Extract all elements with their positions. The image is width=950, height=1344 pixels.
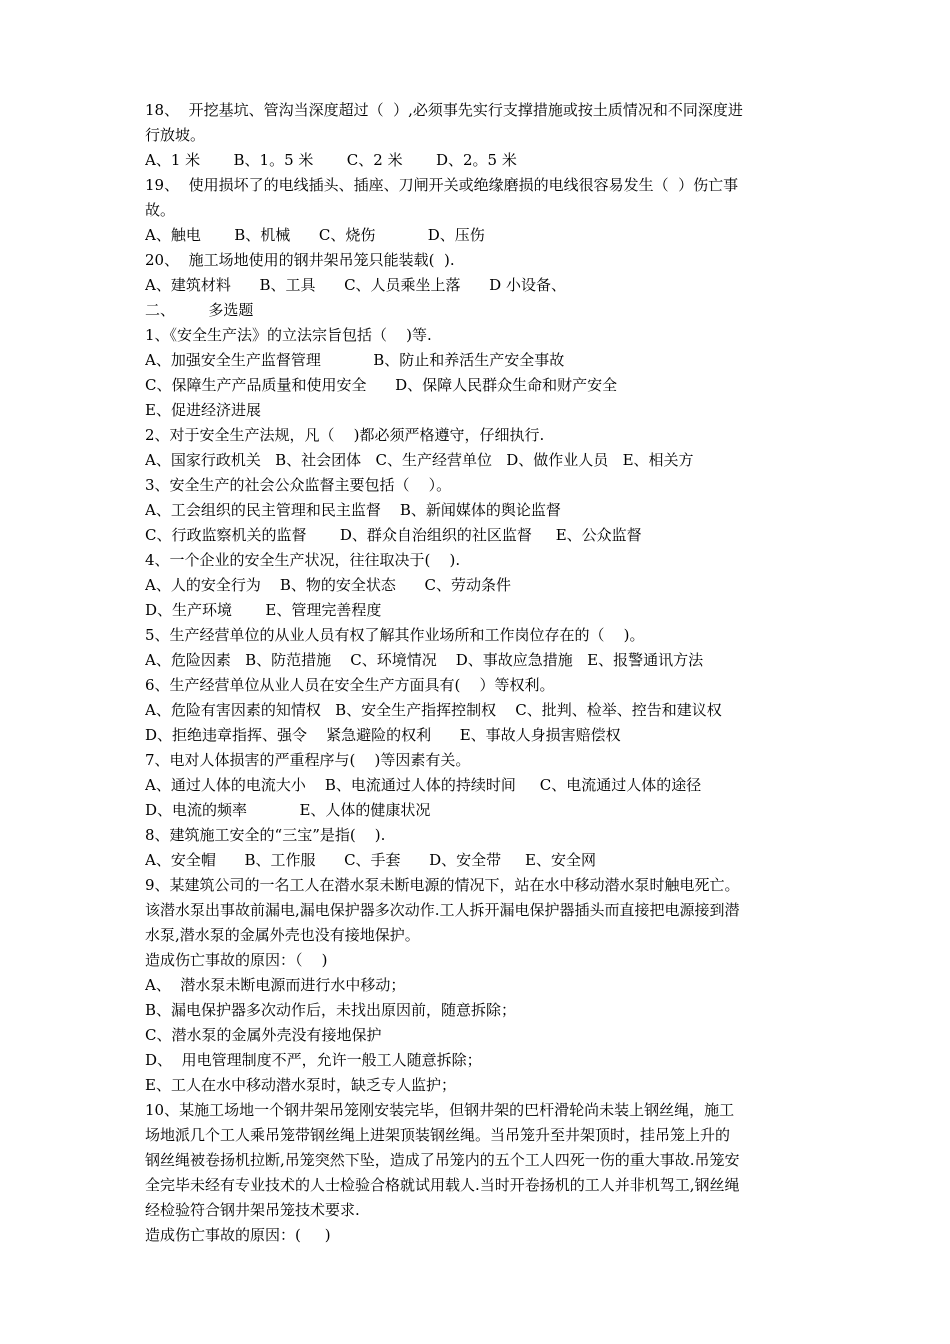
text-line: A、1 米 B、1。5 米 C、2 米 D、2。5 米: [145, 151, 517, 169]
text-line: A、建筑材料 B、工具 C、人员乘坐上落 D 小设备、: [145, 276, 566, 294]
text-line: A、触电 B、机械 C、烧伤 D、压伤: [145, 226, 485, 244]
text-line: 造成伤亡事故的原因：（ ): [145, 951, 328, 969]
text-line: 7、电对人体损害的严重程序与( )等因素有关。: [145, 751, 471, 769]
text-line: 2、对于安全生产法规，凡（ )都必须严格遵守，仔细执行.: [145, 426, 545, 444]
text-line: 行放坡。: [145, 126, 206, 144]
text-line: 4、一个企业的安全生产状况，往往取决于( ).: [145, 551, 461, 569]
text-line: 1、《安全生产法》的立法宗旨包括（ )等.: [145, 326, 432, 344]
document-body: [145, 98, 815, 1248]
text-line: E、促进经济进展: [145, 401, 261, 419]
text-line: 3、安全生产的社会公众监督主要包括（ ）。: [145, 476, 452, 494]
text-line: 场地派几个工人乘吊笼带钢丝绳上进架顶装钢丝绳。当吊笼升至井架顶时，挂吊笼上升的: [145, 1126, 731, 1144]
text-line: 20、 施工场地使用的钢井架吊笼只能装载( ).: [145, 251, 455, 269]
text-line: 5、生产经营单位的从业人员有权了解其作业场所和工作岗位存在的（ )。: [145, 626, 645, 644]
text-line: 二、 多选题: [145, 301, 254, 319]
text-line: 水泵,潜水泵的金属外壳也没有接地保护。: [145, 926, 420, 944]
text-line: A、 潜水泵未断电源而进行水中移动；: [145, 976, 406, 994]
text-line: 故。: [145, 201, 176, 219]
text-line: A、工会组织的民主管理和民主监督 B、新闻媒体的舆论监督: [145, 501, 561, 519]
text-line: C、潜水泵的金属外壳没有接地保护: [145, 1026, 382, 1044]
text-line: D、拒绝违章指挥、强令 紧急避险的权利 E、事故人身损害赔偿权: [145, 726, 621, 744]
text-line: A、加强安全生产监督管理 B、防止和养活生产安全事故: [145, 351, 565, 369]
text-line: 经检验符合钢井架吊笼技术要求.: [145, 1201, 360, 1219]
text-line: A、通过人体的电流大小 B、电流通过人体的持续时间 C、电流通过人体的途径: [145, 776, 702, 794]
text-line: E、工人在水中移动潜水泵时，缺乏专人监护；: [145, 1076, 456, 1094]
text-line: 6、生产经营单位从业人员在安全生产方面具有( ）等权利。: [145, 676, 555, 694]
text-line: A、安全帽 B、工作服 C、手套 D、安全带 E、安全网: [145, 851, 596, 869]
text-line: C、保障生产产品质量和使用安全 D、保障人民群众生命和财产安全: [145, 376, 618, 394]
text-line: C、行政监察机关的监督 D、群众自治组织的社区监督 E、公众监督: [145, 526, 642, 544]
text-line: 全完毕未经有专业技术的人士检验合格就试用载人.当时开卷扬机的工人并非机驾工,钢丝绳: [145, 1176, 740, 1194]
text-line: 该潜水泵出事故前漏电,漏电保护器多次动作.工人拆开漏电保护器插头而直接把电源接到潜: [145, 901, 740, 919]
text-line: D、生产环境 E、管理完善程度: [145, 601, 382, 619]
text-line: 9、某建筑公司的一名工人在潜水泵未断电源的情况下，站在水中移动潜水泵时触电死亡。: [145, 876, 740, 894]
text-line: A、危险有害因素的知情权 B、安全生产指挥控制权 C、批判、检举、控告和建议权: [145, 701, 722, 719]
text-line: 10、某施工场地一个钢井架吊笼刚安装完毕，但钢井架的巴杆滑轮尚未装上钢丝绳，施工: [145, 1101, 735, 1119]
text-line: 8、建筑施工安全的“三宝”是指( ).: [145, 826, 386, 844]
text-line: 钢丝绳被卷扬机拉断,吊笼突然下坠，造成了吊笼内的五个工人四死一伤的重大事故.吊笼安: [145, 1151, 740, 1169]
text-line: 19、 使用损坏了的电线插头、插座、刀闸开关或绝缘磨损的电线很容易发生（ ）伤亡事: [145, 176, 739, 194]
text-line: A、危险因素 B、防范措施 C、环境情况 D、事故应急措施 E、报警通讯方法: [145, 651, 704, 669]
text-line: 造成伤亡事故的原因：( ): [145, 1226, 331, 1244]
text-line: A、人的安全行为 B、物的安全状态 C、劳动条件: [145, 576, 512, 594]
text-line: B、漏电保护器多次动作后，未找出原因前，随意拆除；: [145, 1001, 517, 1019]
text-line: 18、 开挖基坑、管沟当深度超过（ ）,必须事先实行支撑措施或按土质情况和不同深度进: [145, 101, 743, 119]
text-line: D、电流的频率 E、人体的健康状况: [145, 801, 431, 819]
text-line: A、国家行政机关 B、社会团体 C、生产经营单位 D、做作业人员 E、相关方: [145, 451, 694, 469]
text-line: D、 用电管理制度不严，允许一般工人随意拆除；: [145, 1051, 482, 1069]
